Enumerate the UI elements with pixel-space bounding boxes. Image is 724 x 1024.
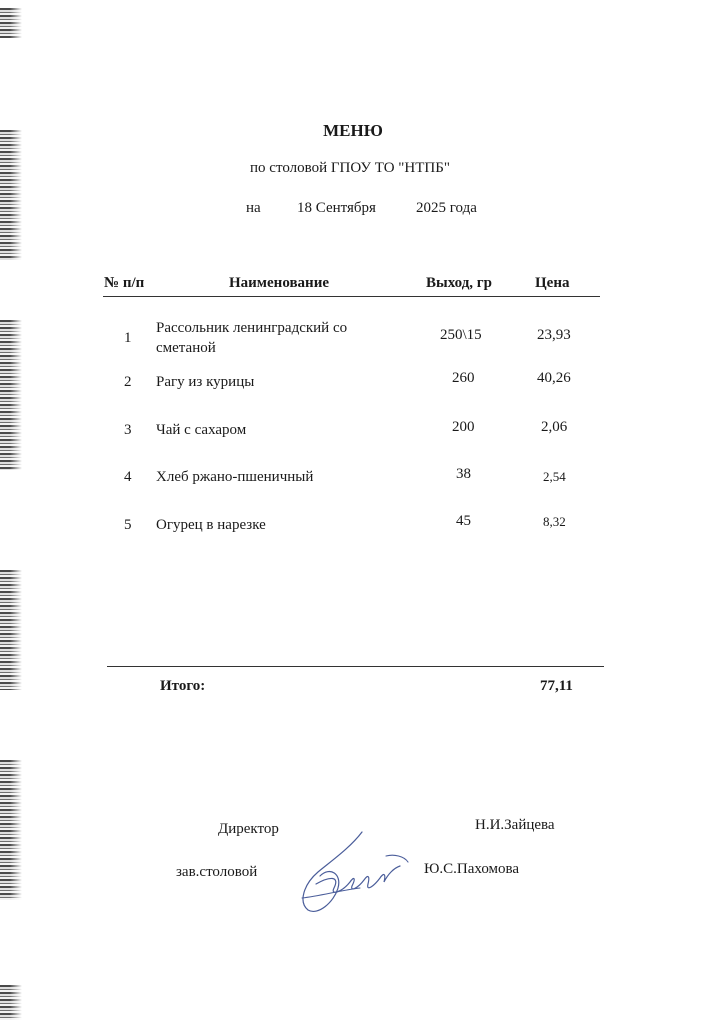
director-name: Н.И.Зайцева <box>475 817 555 833</box>
date-year: 2025 года <box>416 200 477 216</box>
header-num: № п/п <box>104 275 145 291</box>
header-rule <box>103 296 600 297</box>
header-weight: Выход, гр <box>426 275 492 291</box>
row-num: 4 <box>124 469 132 485</box>
row-weight: 260 <box>452 370 475 386</box>
total-label: Итого: <box>160 678 206 694</box>
row-num: 2 <box>124 374 132 390</box>
scan-edge-shadow <box>0 985 22 1020</box>
row-weight: 200 <box>452 419 475 435</box>
director-title: Директор <box>218 821 279 837</box>
row-name: Рагу из курицы <box>156 374 255 390</box>
total-rule <box>107 666 604 667</box>
row-weight: 45 <box>456 513 471 529</box>
row-price: 2,06 <box>541 419 568 435</box>
row-name-line2: сметаной <box>156 340 216 356</box>
header-price: Цена <box>535 275 570 291</box>
scan-edge-shadow <box>0 570 22 690</box>
handwritten-signature-icon <box>290 826 420 921</box>
row-price: 23,93 <box>537 327 571 343</box>
page-subtitle: по столовой ГПОУ ТО "НТПБ" <box>250 160 450 176</box>
total-value: 77,11 <box>540 678 573 694</box>
row-num: 5 <box>124 517 132 533</box>
row-weight: 250\15 <box>440 327 482 343</box>
scan-edge-shadow <box>0 130 22 260</box>
row-name: Огурец в нарезке <box>156 517 266 533</box>
row-price: 40,26 <box>537 370 571 386</box>
row-price: 8,32 <box>543 514 566 529</box>
canteen-name: Ю.С.Пахомова <box>424 861 520 877</box>
page-title: МЕНЮ <box>323 121 383 140</box>
scan-edge-shadow <box>0 320 22 470</box>
row-num: 1 <box>124 330 132 346</box>
header-name: Наименование <box>229 275 329 291</box>
date-day-month: 18 Сентября <box>297 200 376 216</box>
row-name: Хлеб ржано-пшеничный <box>156 469 314 485</box>
row-name: Чай с сахаром <box>156 422 247 438</box>
row-num: 3 <box>124 422 132 438</box>
scan-edge-shadow <box>0 760 22 900</box>
row-price: 2,54 <box>543 469 566 484</box>
canteen-title: зав.столовой <box>176 864 258 880</box>
date-prefix: на <box>246 200 261 216</box>
scan-edge-shadow <box>0 8 22 38</box>
row-name-line1: Рассольник ленинградский со <box>156 320 348 336</box>
row-weight: 38 <box>456 466 471 482</box>
